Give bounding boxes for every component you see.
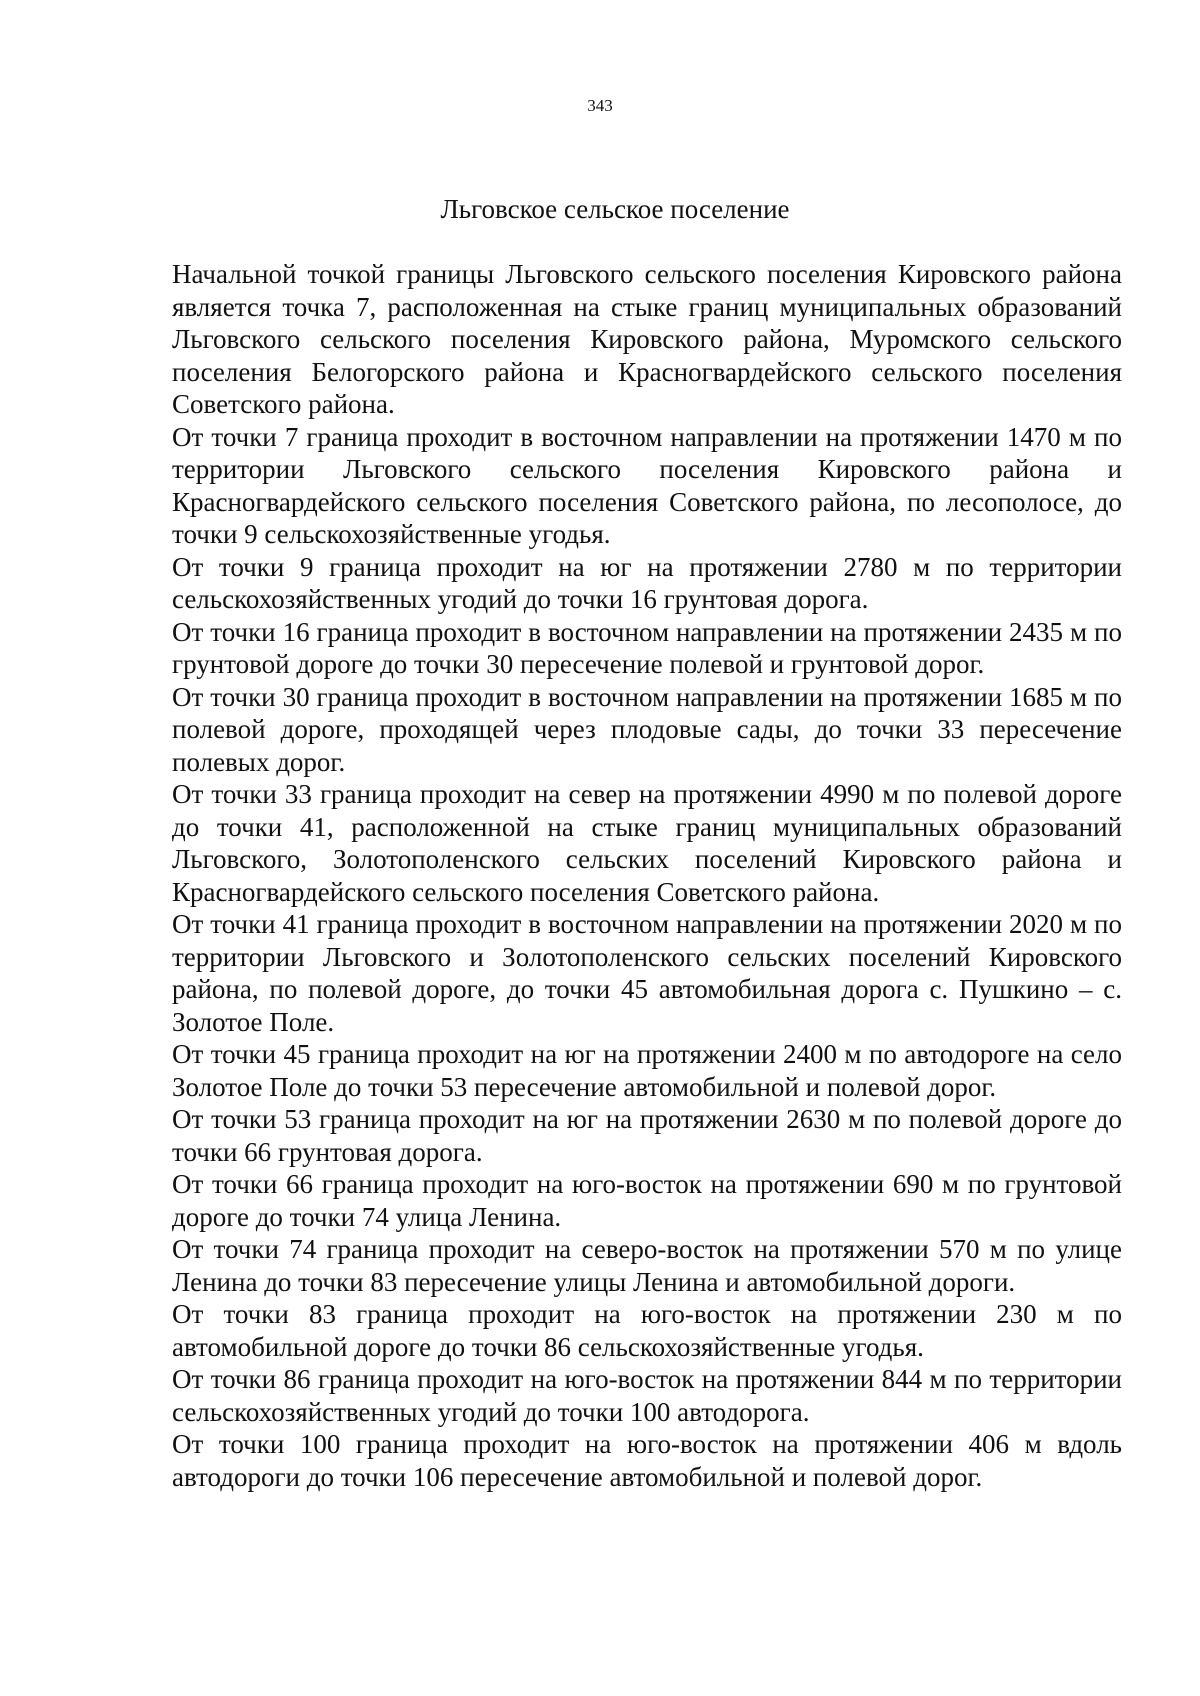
paragraph-point-86: От точки 86 граница проходит на юго-восток на протяжении 844 м по территории сельскохозяйственных угодий до точки 100 автодорога. xyxy=(172,1364,1122,1427)
paragraph-point-83: От точки 83 граница проходит на юго-восток на протяжении 230 м по автомобильной дороге до точки 86 сельскохозяйственные угодья. xyxy=(172,1299,1122,1362)
paragraph-point-9: От точки 9 граница проходит на юг на протяжении 2780 м по территории сельскохозяйственных угодий до точки 16 грунтовая дорога. xyxy=(172,551,1122,614)
page-number: 343 xyxy=(587,96,613,115)
paragraph-point-53: От точки 53 граница проходит на юг на протяжении 2630 м по полевой дороге до точки 66 грунтовая дорога. xyxy=(172,1104,1122,1167)
paragraph-starting-point: Начальной точкой границы Льговского сельского поселения Кировского района является точка 7, расположенная на стыке границ муниципальных образований Льговского сельского поселения Кировского района, Муромского сельского поселения Белогорского района и Красногвардейского сельского поселения Советского района. xyxy=(172,259,1122,419)
paragraph-point-45: От точки 45 граница проходит на юг на протяжении 2400 м по автодороге на село Золотое Поле до точки 53 пересечение автомобильной и полевой дорог. xyxy=(172,1039,1122,1102)
section-title: Льговское сельское поселение xyxy=(440,194,790,224)
paragraph-point-100: От точки 100 граница проходит на юго-восток на протяжении 406 м вдоль автодороги до точки 106 пересечение автомобильной и полевой дорог. xyxy=(172,1429,1122,1492)
paragraph-point-66: От точки 66 граница проходит на юго-восток на протяжении 690 м по грунтовой дороге до точки 74 улица Ленина. xyxy=(172,1169,1122,1232)
paragraph-point-74: От точки 74 граница проходит на северо-восток на протяжении 570 м по улице Ленина до точки 83 пересечение улицы Ленина и автомобильной дороги. xyxy=(172,1234,1122,1297)
paragraph-point-16: От точки 16 граница проходит в восточном направлении на протяжении 2435 м по грунтовой дороге до точки 30 пересечение полевой и грунтовой дорог. xyxy=(172,616,1122,679)
document-body xyxy=(172,258,1122,1493)
paragraph-point-30: От точки 30 граница проходит в восточном направлении на протяжении 1685 м по полевой дороге, проходящей через плодовые сады, до точки 33 пересечение полевых дорог. xyxy=(172,681,1122,777)
paragraph-point-33: От точки 33 граница проходит на север на протяжении 4990 м по полевой дороге до точки 41, расположенной на стыке границ муниципальных образований Льговского, Золотополенского сельских поселений Кировского района и Красногвардейского сельского поселения Советского района. xyxy=(172,779,1122,907)
paragraph-point-41: От точки 41 граница проходит в восточном направлении на протяжении 2020 м по территории Льговского и Золотополенского сельских поселений Кировского района, по полевой дороге, до точки 45 автомобильная дорога с. Пушкино – с. Золотое Поле. xyxy=(172,909,1122,1037)
paragraph-point-7: От точки 7 граница проходит в восточном направлении на протяжении 1470 м по территории Льговского сельского поселения Кировского района и Красногвардейского сельского поселения Советского района, по лесополосе, до точки 9 сельскохозяйственные угодья. xyxy=(172,421,1122,549)
